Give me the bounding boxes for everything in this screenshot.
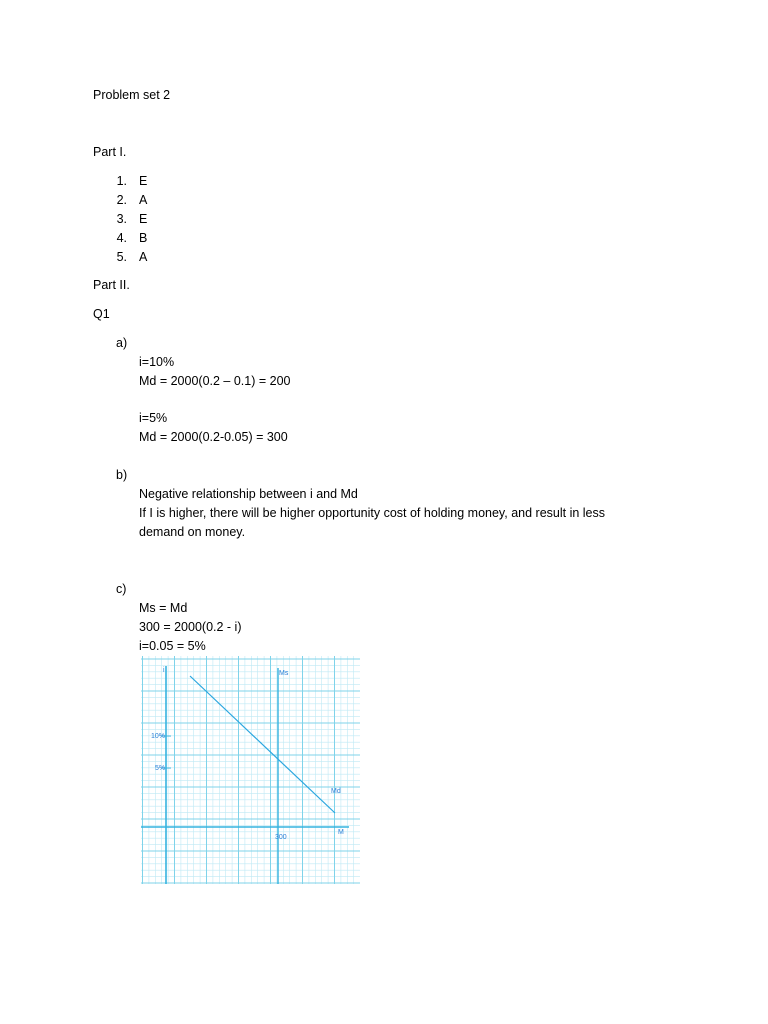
subquestion-label-a: a) (116, 336, 128, 350)
answer-line: Ms = Md (139, 601, 188, 615)
x-tick-label-300: 300 (275, 834, 287, 841)
y-tick-label-10: 10% (151, 733, 166, 740)
y-axis-label: i (163, 667, 165, 674)
part2-heading: Part II. (93, 278, 130, 292)
money-demand-line (190, 676, 335, 813)
list-item-answer: B (139, 231, 148, 245)
answer-line: i=5% (139, 411, 168, 425)
grid-major-lines (141, 656, 360, 884)
list-item-number: 5. (116, 250, 127, 264)
document-title: Problem set 2 (93, 88, 171, 102)
y-tick-label-5: 5% (155, 765, 166, 772)
list-item-answer: A (139, 193, 148, 207)
answer-line: 300 = 2000(0.2 - i) (139, 620, 242, 634)
x-axis-label: M (338, 829, 344, 836)
list-item-answer: A (139, 250, 148, 264)
subquestion-label-c: c) (116, 582, 127, 596)
ms-label: Ms (279, 670, 289, 677)
list-item-answer: E (139, 174, 148, 188)
money-market-graph (141, 656, 360, 884)
list-item-number: 1. (116, 174, 127, 188)
list-item-number: 2. (116, 193, 127, 207)
answer-line: Md = 2000(0.2 – 0.1) = 200 (139, 374, 291, 388)
answer-line: Md = 2000(0.2-0.05) = 300 (139, 430, 288, 444)
answer-line: i=0.05 = 5% (139, 639, 206, 653)
answer-line: Negative relationship between i and Md (139, 487, 358, 501)
md-label: Md (331, 788, 341, 795)
list-item-number: 3. (116, 212, 127, 226)
question-label: Q1 (93, 307, 110, 321)
graph-paper (141, 656, 360, 884)
list-item-answer: E (139, 212, 148, 226)
answer-line: If I is higher, there will be higher opportunity cost of holding money, and result in less (139, 506, 605, 520)
grid-minor-lines (141, 656, 360, 884)
subquestion-label-b: b) (116, 468, 128, 482)
answer-line: i=10% (139, 355, 175, 369)
part1-heading: Part I. (93, 145, 127, 159)
answer-line: demand on money. (139, 525, 246, 539)
list-item-number: 4. (116, 231, 127, 245)
